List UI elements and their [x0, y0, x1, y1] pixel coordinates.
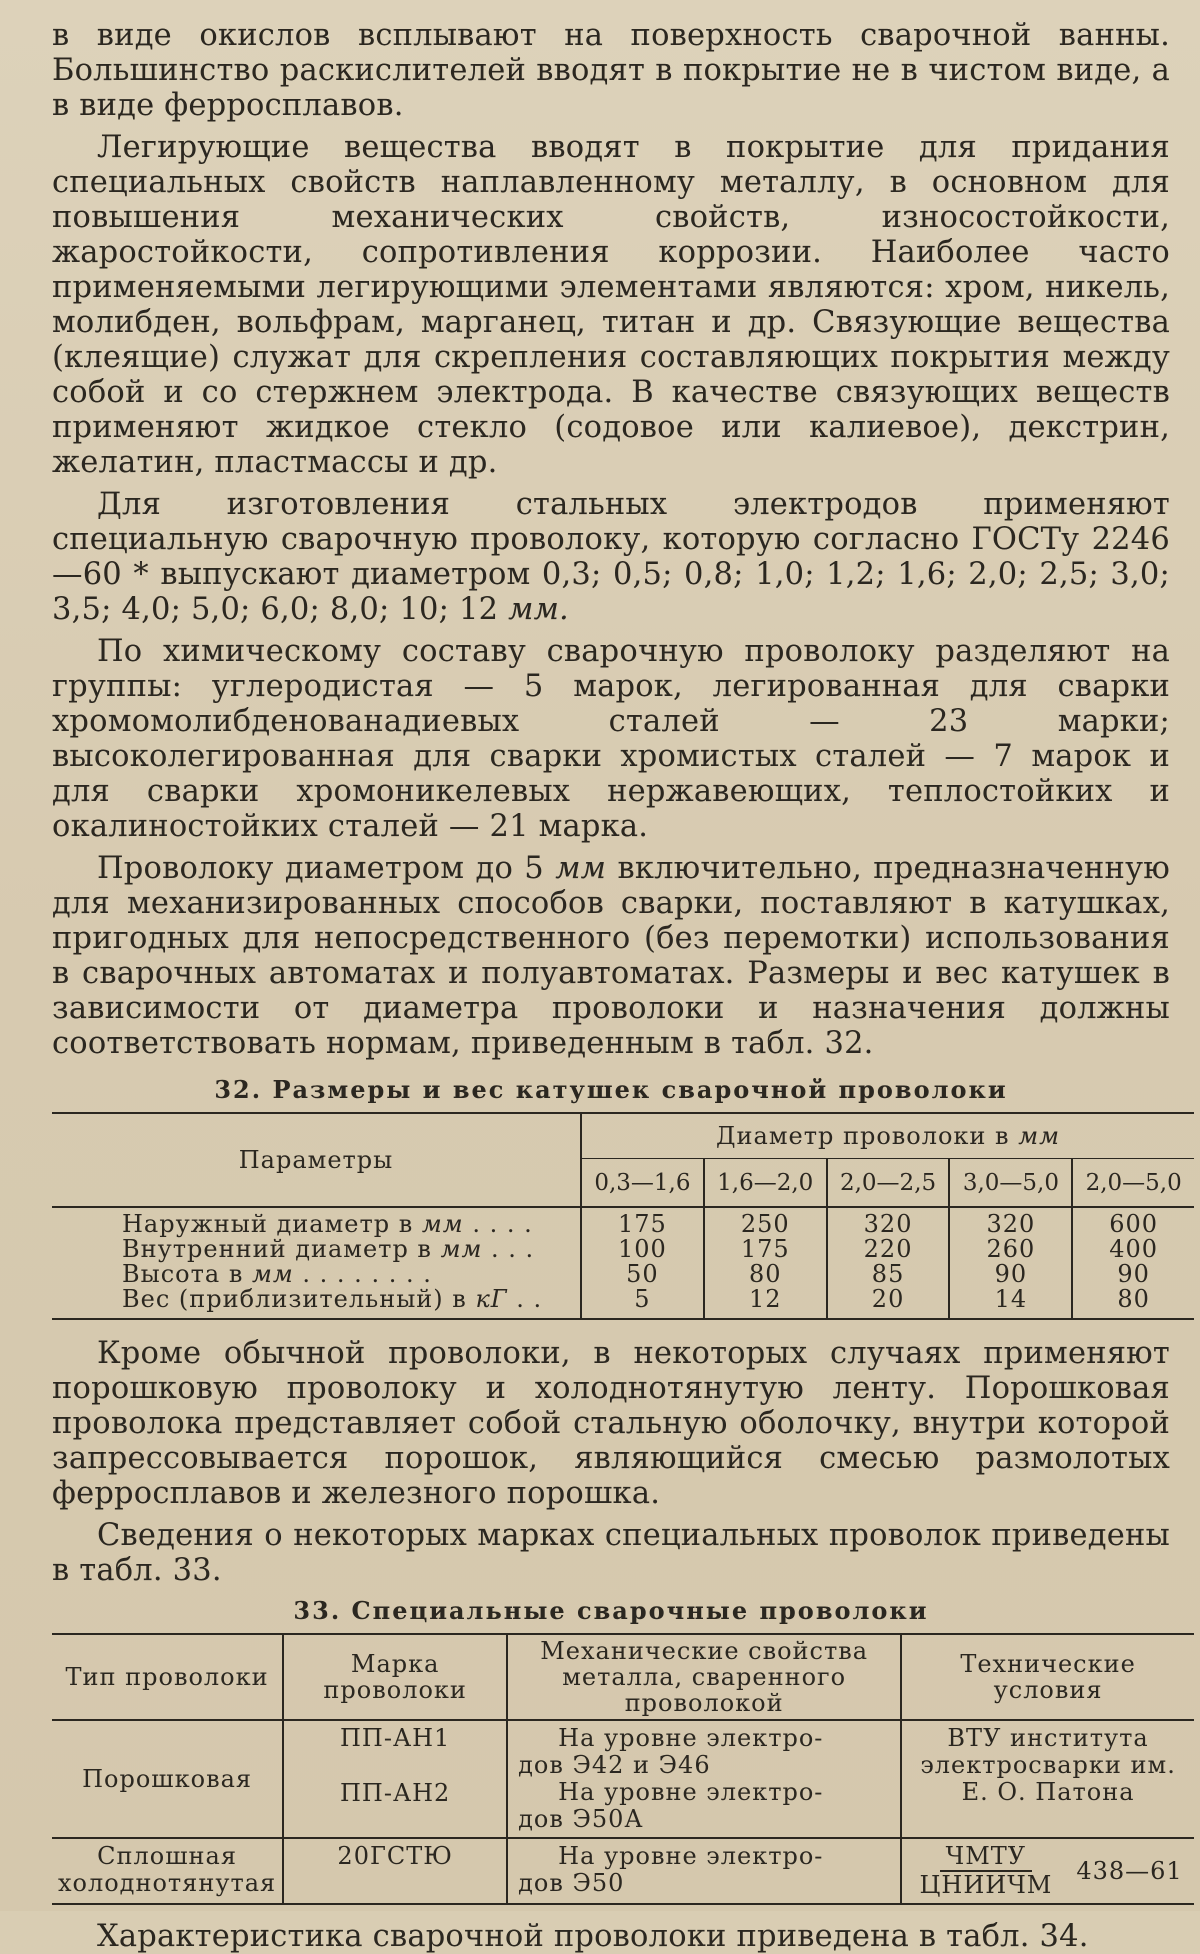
table-row [52, 1287, 1194, 1319]
table-cell: 320 [827, 1207, 950, 1237]
table-cell: 320 [949, 1207, 1072, 1237]
paragraph-3-text: Для изготовления стальных электродов применяют специальную сварочную проволоку, которую согласно ГОСТу 2246—60 * выпускают диаметром 0,3; 0,5; 0,8; 1,0; 1,2; 1,6; 2,0; 2,5; 3,0; 3,5; 4,0; 5,0; 6,0; 8,0; 10; 12 [52, 487, 1170, 627]
table-cell: 175 [581, 1207, 704, 1237]
table-cell: 400 [1109, 1235, 1159, 1263]
table-cell: 90 [1117, 1260, 1150, 1288]
paragraph-5-b: включительно, предназначенную для механизированных способов сварки, поставляют в катушках, пригодных для непосредственного (без перемотки) использования в сварочных автоматах и полуавтоматах. Размеры и вес катушек в зависимости от диаметра проволоки и назначения должны соответствовать нормам, приведенным в табл. 32. [52, 851, 1170, 1061]
wire-type: Сплошная холоднотянутая [52, 1838, 283, 1904]
table-33-caption: 33. Специальные сварочные проволоки [293, 1596, 929, 1625]
table-32-col-header: 0,3—1,6 [581, 1159, 704, 1207]
table-row [52, 1262, 1194, 1287]
paragraph-5 [52, 851, 1170, 1061]
paragraph-8: Характеристика сварочной проволоки приведена в табл. 34. [97, 1919, 1089, 1954]
table-row [52, 1720, 1194, 1838]
table-cell: 50 [581, 1262, 704, 1287]
table-32-caption: 32. Размеры и вес катушек сварочной проволоки [214, 1075, 1008, 1104]
table-cell: 12 [704, 1287, 827, 1319]
paragraph-5-a: Проволоку диаметром до 5 [97, 851, 544, 886]
table-33-header: Технические условия [901, 1634, 1194, 1720]
table-cell: 175 [704, 1237, 827, 1262]
row-label: Вес (приблизительный) в кГ . . [52, 1287, 581, 1319]
tu-fraction: $\frac{\text{ЧМТУ}}{\text{ЦНИИЧМ}}$ 438—61 [919, 1842, 1183, 1899]
mechanical-properties: На уровне электро- дов Э42 и Э46 На уровне электро- дов Э50А [507, 1720, 901, 1838]
table-cell: 90 [949, 1262, 1072, 1287]
table-33 [52, 1633, 1194, 1905]
wire-type: Порошковая [52, 1720, 283, 1838]
row-label: Высота в мм . . . . . . . . [52, 1262, 581, 1287]
table-32 [52, 1112, 1194, 1320]
table-32-param-header: Параметры [52, 1113, 581, 1207]
table-cell: 100 [581, 1237, 704, 1262]
table-32-col-header: 3,0—5,0 [949, 1159, 1072, 1207]
table-32-col-header: 2,0—5,0 [1072, 1159, 1194, 1207]
technical-conditions [901, 1838, 1194, 1904]
table-cell: 250 [704, 1207, 827, 1237]
table-cell: 20 [827, 1287, 950, 1319]
table-cell: 85 [827, 1262, 950, 1287]
paragraph-6: Кроме обычной проволоки, в некоторых случаях применяют порошковую проволоку и холоднотянутую ленту. Порошковая проволока представляет собой стальную оболочку, внутри которой запрессовывается порошок, являющийся смесью размолотых ферросплавов и железного порошка. [52, 1336, 1170, 1511]
row-label: Наружный диаметр в мм . . . . [52, 1207, 581, 1237]
table-32-diameter-header: Диаметр проволоки в мм [581, 1113, 1194, 1159]
table-cell: 80 [1072, 1287, 1194, 1319]
table-32-col-header: 1,6—2,0 [704, 1159, 827, 1207]
technical-conditions: ВТУ института электросварки им. Е. О. Патона [901, 1720, 1194, 1838]
table-cell: 260 [949, 1237, 1072, 1262]
wire-mark-cell: ПП-АН1 ПП-АН2 [283, 1720, 507, 1838]
unit-mm: мм. [508, 592, 569, 627]
table-cell: 600 [1109, 1210, 1159, 1238]
table-cell: 14 [949, 1287, 1072, 1319]
unit-mm: мм [555, 851, 607, 886]
row-label: Внутренний диаметр в мм . . . [52, 1237, 581, 1262]
paragraph-7: Сведения о некоторых марках специальных проволок приведены в табл. 33. [52, 1518, 1170, 1588]
mechanical-properties: На уровне электро- дов Э50 [507, 1838, 901, 1904]
table-row [52, 1838, 1194, 1904]
paragraph-2: Легирующие вещества вводят в покрытие для придания специальных свойств наплавленному металлу, в основном для повышения механических свойств, износостойкости, жаростойкости, сопротивления коррозии. Наиболее часто применяемыми легирующими элементами являются: хром, никель, молибден, вольфрам, марганец, титан и др. Связующие вещества (клеящие) служат для скрепления составляющих покрытия между собой и со стержнем электрода. В качестве связующих веществ применяют жидкое стекло (содовое или калиевое), декстрин, желатин, пластмассы и др. [52, 130, 1170, 480]
table-row [52, 1237, 1194, 1262]
table-33-header: Тип проволоки [52, 1634, 283, 1720]
table-row [52, 1207, 1194, 1237]
table-cell: 5 [581, 1287, 704, 1319]
paragraph-4: По химическому составу сварочную проволоку разделяют на группы: углеродистая — 5 марок, легированная для сварки хромомолибденованадиевых сталей — 23 марки; высоколегированная для сварки хромистых сталей — 7 марок и для сварки хромоникелевых нержавеющих, теплостойких и окалиностойких сталей — 21 марка. [52, 634, 1170, 844]
paragraph-3 [52, 487, 1170, 627]
table-32-col-header: 2,0—2,5 [827, 1159, 950, 1207]
table-cell: 220 [827, 1237, 950, 1262]
paragraph-1: в виде окислов всплывают на поверхность сварочной ванны. Большинство раскислителей вводят в покрытие не в чистом виде, а в виде ферросплавов. [52, 18, 1170, 123]
table-33-header: Механические свойства металла, сваренного проволокой [507, 1634, 901, 1720]
table-33-header: Марка проволоки [283, 1634, 507, 1720]
table-cell: 80 [704, 1262, 827, 1287]
wire-mark: 20ГСТЮ [283, 1838, 507, 1904]
